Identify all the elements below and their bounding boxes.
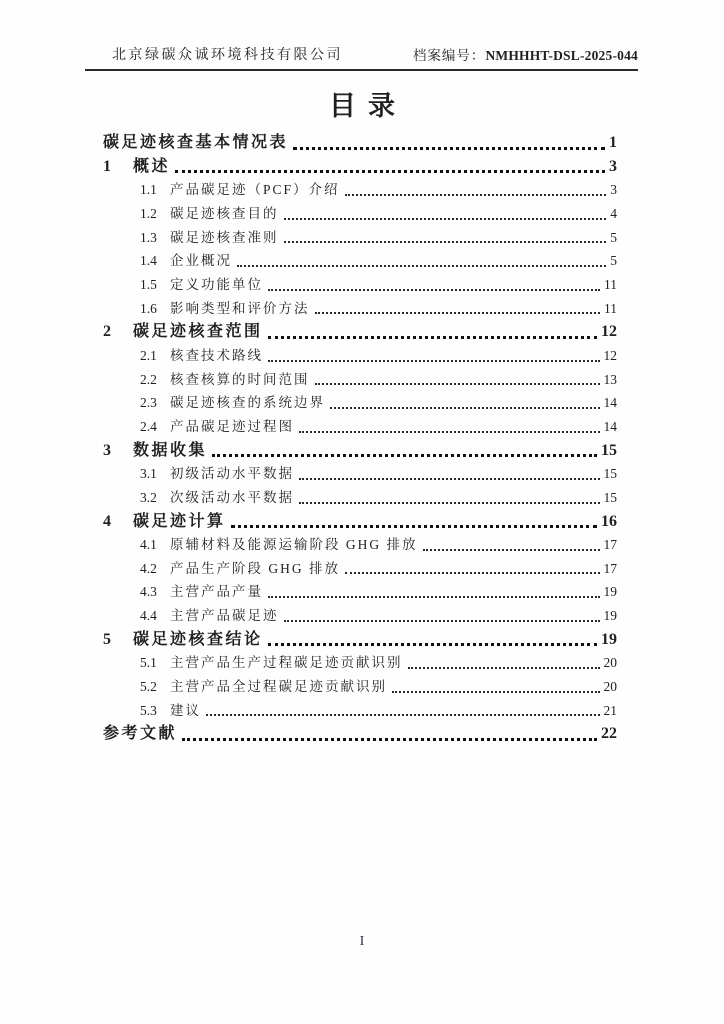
page-header — [85, 44, 638, 71]
toc-leader-dots — [212, 439, 597, 458]
toc-entry — [140, 178, 617, 202]
toc-entry-label: 主营产品生产过程碳足迹贡献识别 — [170, 655, 403, 671]
toc-entry-number: 4.4 — [140, 608, 157, 624]
toc-entry-number: 5.1 — [140, 655, 157, 671]
toc-entry-label: 主营产品全过程碳足迹贡献识别 — [170, 679, 387, 695]
toc-entry-page: 19 — [603, 608, 617, 624]
toc-leader-dots — [206, 699, 600, 717]
toc-entry-page: 4 — [610, 205, 617, 221]
toc-leader-dots — [268, 320, 597, 339]
toc-entry-label: 产品碳足迹过程图 — [170, 418, 294, 434]
toc-entry-label: 碳足迹核查结论 — [133, 630, 263, 648]
toc-entry-number: 4.3 — [140, 584, 157, 600]
toc-entry-page: 20 — [603, 655, 617, 671]
toc-entry-page: 12 — [603, 347, 617, 363]
toc-entry-number: 4 — [103, 512, 111, 530]
toc-entry — [103, 722, 617, 746]
toc-entry-number: 2.1 — [140, 347, 157, 363]
toc-entry-number: 1.6 — [140, 300, 157, 316]
toc-entry — [140, 391, 617, 415]
toc-entry-label: 碳足迹核查准则 — [170, 229, 279, 245]
page-title: 目录 — [329, 91, 407, 121]
toc-entry — [103, 320, 617, 344]
toc-entry-label: 概述 — [133, 157, 171, 175]
toc-entry-page: 14 — [603, 395, 617, 411]
toc-entry-page: 22 — [601, 725, 617, 743]
toc-entry-page: 13 — [603, 371, 617, 387]
toc-leader-dots — [237, 249, 606, 267]
toc-entry-label: 核查技术路线 — [170, 347, 263, 363]
toc-entry-number: 5 — [103, 630, 111, 648]
toc-entry-label: 数据收集 — [133, 441, 208, 459]
toc-leader-dots — [345, 178, 607, 196]
archive-number-value: NMHHHT-DSL-2025-044 — [485, 48, 638, 63]
toc-entry-page: 15 — [603, 466, 617, 482]
toc-entry-page: 3 — [610, 182, 617, 198]
toc-entry — [140, 651, 617, 675]
toc-entry-label: 原辅材料及能源运输阶段 GHG 排放 — [170, 537, 418, 553]
toc-entry-label: 碳足迹计算 — [133, 512, 226, 530]
toc-entry-number: 5.3 — [140, 702, 157, 718]
toc-entry — [140, 699, 617, 723]
toc-entry-label: 初级活动水平数据 — [170, 466, 294, 482]
toc-leader-dots — [268, 580, 600, 598]
toc-entry — [103, 628, 617, 652]
toc-entry-page: 19 — [601, 630, 617, 648]
toc-entry — [140, 557, 617, 581]
toc-entry — [140, 202, 617, 226]
toc-entry — [140, 297, 617, 321]
toc-entry-label: 建议 — [170, 702, 201, 718]
toc-entry — [140, 533, 617, 557]
toc-leader-dots — [330, 391, 600, 409]
toc-leader-dots — [293, 131, 605, 150]
toc-entry-page: 11 — [604, 276, 617, 292]
toc-entry-number: 1.1 — [140, 182, 157, 198]
toc-entry — [140, 368, 617, 392]
toc-entry — [103, 131, 617, 155]
toc-entry — [103, 439, 617, 463]
toc-entry — [140, 226, 617, 250]
toc-entry-label: 碳足迹核查的系统边界 — [170, 395, 325, 411]
toc-entry-label: 主营产品碳足迹 — [170, 608, 279, 624]
toc-entry-number: 4.2 — [140, 560, 157, 576]
toc-list — [103, 131, 617, 746]
toc-entry-number: 2.3 — [140, 395, 157, 411]
toc-entry — [140, 273, 617, 297]
toc-entry-label: 影响类型和评价方法 — [170, 300, 310, 316]
toc-entry — [140, 344, 617, 368]
toc-entry-number: 1 — [103, 157, 111, 175]
toc-entry-number: 1.5 — [140, 276, 157, 292]
toc-entry — [140, 415, 617, 439]
toc-leader-dots — [284, 202, 607, 220]
toc-entry-page: 16 — [601, 512, 617, 530]
toc-entry-label: 碳足迹核查范围 — [133, 323, 263, 341]
toc-entry-label: 次级活动水平数据 — [170, 489, 294, 505]
archive-number-label: 档案编号： — [412, 48, 486, 63]
toc-entry-number: 3.2 — [140, 489, 157, 505]
toc-entry-number: 1.3 — [140, 229, 157, 245]
toc-entry — [140, 486, 617, 510]
archive-number — [413, 44, 638, 64]
toc-entry-number: 1.4 — [140, 253, 157, 269]
toc-leader-dots — [182, 722, 597, 741]
toc-entry-page: 5 — [610, 253, 617, 269]
toc-entry-number: 2.2 — [140, 371, 157, 387]
toc-entry-page: 17 — [603, 537, 617, 553]
toc-leader-dots — [268, 344, 600, 362]
toc-entry-page: 15 — [603, 489, 617, 505]
toc-entry-label: 产品生产阶段 GHG 排放 — [170, 560, 340, 576]
toc-leader-dots — [345, 557, 600, 575]
toc-entry-page: 1 — [609, 134, 617, 151]
toc-entry-number: 1.2 — [140, 205, 157, 221]
toc-entry-page: 5 — [610, 229, 617, 245]
toc-entry-page: 14 — [603, 418, 617, 434]
company-name: 北京绿碳众诚环境科技有限公司 — [112, 48, 343, 63]
toc-leader-dots — [315, 368, 600, 386]
toc-leader-dots — [299, 415, 600, 433]
toc-leader-dots — [268, 628, 597, 647]
toc-leader-dots — [315, 297, 601, 315]
toc-entry-label: 企业概况 — [170, 253, 232, 269]
toc-leader-dots — [408, 651, 600, 669]
toc-entry-number: 3 — [103, 441, 111, 459]
toc-entry-number: 2 — [103, 323, 111, 341]
toc-entry — [140, 580, 617, 604]
toc-entry-page: 17 — [603, 560, 617, 576]
toc-entry — [140, 249, 617, 273]
toc-entry — [140, 604, 617, 628]
toc-entry-number: 3.1 — [140, 466, 157, 482]
toc-leader-dots — [175, 155, 605, 174]
toc-entry-page: 11 — [604, 300, 617, 316]
toc-entry-label: 主营产品产量 — [170, 584, 263, 600]
toc-leader-dots — [268, 273, 600, 291]
toc-entry-page: 3 — [609, 157, 617, 175]
toc-entry-label: 参考文献 — [103, 725, 178, 743]
toc-leader-dots — [299, 486, 600, 504]
toc-leader-dots — [299, 462, 600, 480]
toc-leader-dots — [284, 226, 607, 244]
toc-entry-page: 19 — [603, 584, 617, 600]
toc-entry-page: 21 — [603, 702, 617, 718]
toc-leader-dots — [231, 510, 597, 529]
toc-entry-number: 2.4 — [140, 418, 157, 434]
toc-entry — [140, 462, 617, 486]
toc-leader-dots — [423, 533, 600, 551]
toc-entry-page: 12 — [601, 323, 617, 341]
toc-entry-label: 定义功能单位 — [170, 276, 263, 292]
toc-entry-label: 核查核算的时间范围 — [170, 371, 310, 387]
toc-leader-dots — [284, 604, 600, 622]
toc-entry — [140, 675, 617, 699]
toc-entry-label: 产品碳足迹（PCF）介绍 — [170, 182, 340, 198]
toc-leader-dots — [392, 675, 600, 693]
footer-page-number: I — [359, 934, 365, 949]
toc-entry-label: 碳足迹核查基本情况表 — [103, 134, 289, 151]
toc-entry-label: 碳足迹核查目的 — [170, 205, 279, 221]
toc-entry — [103, 155, 617, 179]
toc-entry-page: 15 — [601, 441, 617, 459]
toc-entry-page: 20 — [603, 679, 617, 695]
toc-entry-number: 4.1 — [140, 537, 157, 553]
toc-entry-number: 5.2 — [140, 679, 157, 695]
toc-entry — [103, 510, 617, 534]
